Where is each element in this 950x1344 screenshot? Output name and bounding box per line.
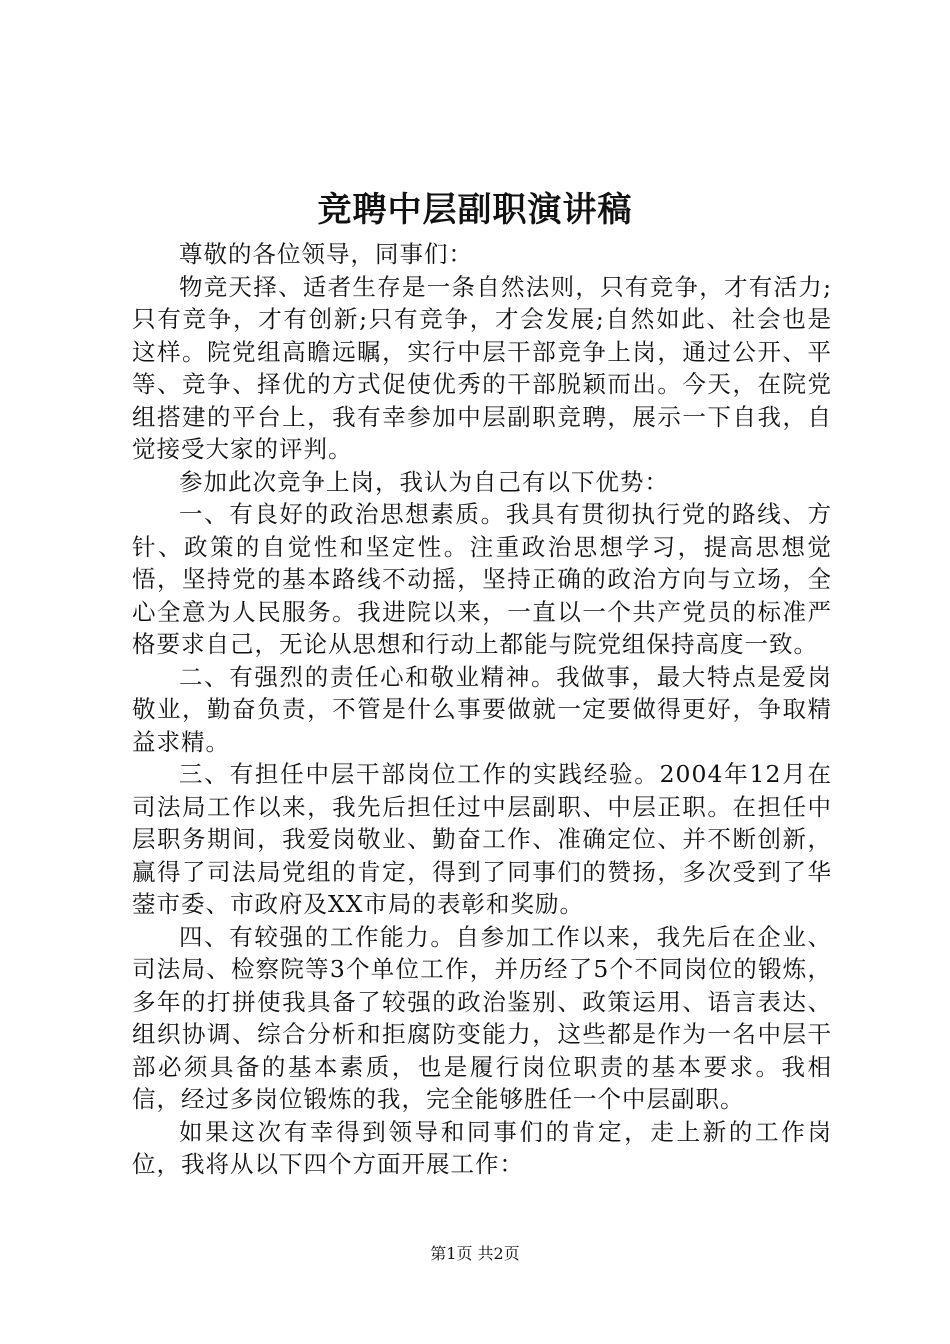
paragraph-advantage-4: 四、有较强的工作能力。自参加工作以来，我先后在企业、司法局、检察院等3个单位工作，并历经了5个不同岗位的锻炼，多年的打拼使我具备了较强的政治鉴别、政策运用、语言表达、组织协调、综合分析和拒腐防变能力，这些都是作为一名中层干部必须具备的基本素质，也是履行岗位职责的基本要求。我相信，经过多岗位锻炼的我，完全能够胜任一个中层副职。: [132, 922, 832, 1113]
paragraph-advantages-lead: 参加此次竞争上岗，我认为自己有以下优势：: [179, 467, 669, 496]
document-title: 竞聘中层副职演讲稿: [317, 190, 633, 230]
paragraph-advantage-3: 三、有担任中层干部岗位工作的实践经验。2004年12月在司法局工作以来，我先后担任过中层副职、中层正职。在担任中层职务期间，我爱岗敬业、勤奋工作、准确定位、并不断创新，赢得了司法局党组的肯定，得到了同事们的赞扬，多次受到了华蓥市委、市政府及XX市局的表彰和奖励。: [132, 760, 832, 918]
document-body: [132, 238, 832, 1181]
paragraph-advantage-1: 一、有良好的政治思想素质。我具有贯彻执行党的路线、方针、政策的自觉性和坚定性。注重政治思想学习，提高思想觉悟，坚持党的基本路线不动摇，坚持正确的政治方向与立场，全心全意为人民服务。我进院以来，一直以一个共产党员的标准严格要求自己，无论从思想和行动上都能与院党组保持高度一致。: [132, 500, 832, 658]
paragraph-intro: 物竞天择、适者生存是一条自然法则，只有竞争，才有活力;只有竞争，才有创新;只有竞争，才会发展;自然如此、社会也是这样。院党组高瞻远瞩，实行中层干部竞争上岗，通过公开、平等、竞争、择优的方式促使优秀的干部脱颖而出。今天，在院党组搭建的平台上，我有幸参加中层副职竞聘，展示一下自我，自觉接受大家的评判。: [132, 272, 832, 463]
paragraph-salutation: 尊敬的各位领导，同事们：: [179, 240, 473, 268]
paragraph-advantage-2: 二、有强烈的责任心和敬业精神。我做事，最大特点是爱岗敬业，勤奋负责，不管是什么事要做就一定要做得更好，争取精益求精。: [132, 662, 832, 756]
paragraph-plan-lead: 如果这次有幸得到领导和同事们的肯定，走上新的工作岗位，我将从以下四个方面开展工作：: [132, 1117, 832, 1178]
page-number-footer: 第1页 共2页: [430, 1244, 520, 1263]
